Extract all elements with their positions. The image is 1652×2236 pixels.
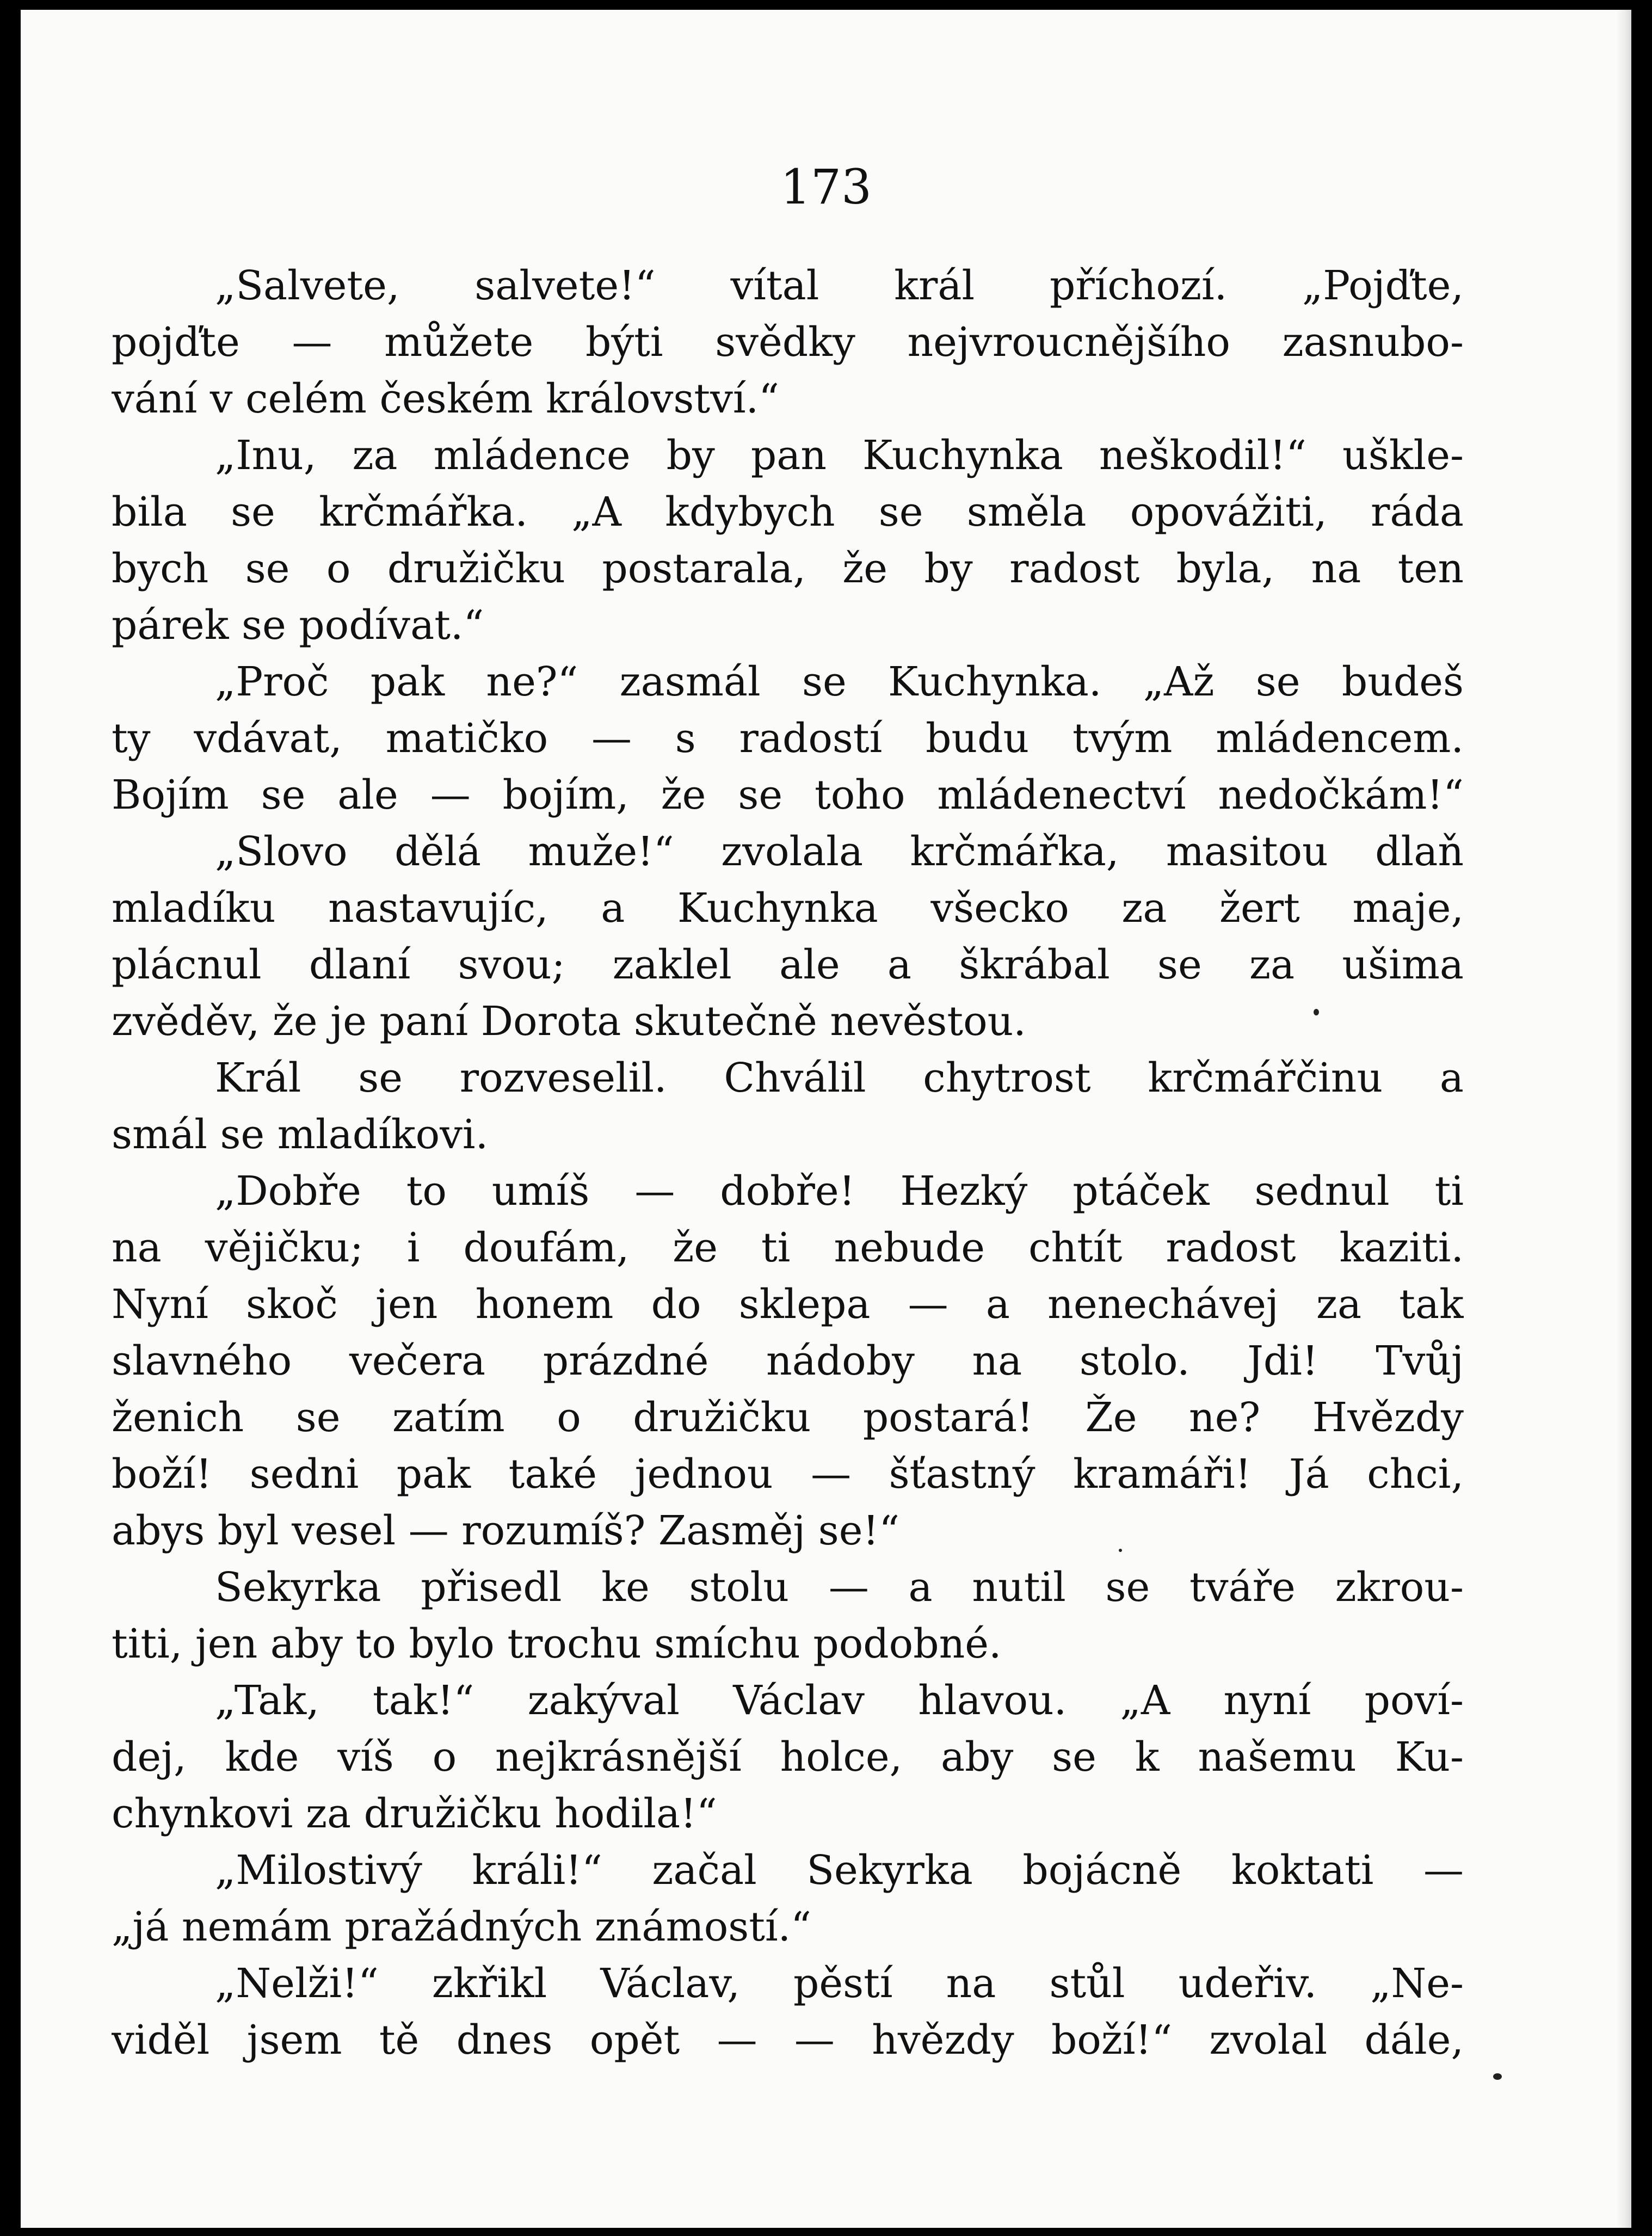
ink-speck [1314,1009,1319,1015]
text-line: Sekyrka přisedl ke stolu — a nutil se tváře zkrou- [215,1564,1464,1611]
text-line: zvěděv, že je paní Dorota skutečně nevěstou. [112,998,1026,1045]
text-line: „Nelži!“ zkřikl Václav, pěstí na stůl udeřiv. „Ne- [215,1960,1464,2007]
text-line: „Salvete, salvete!“ vítal král příchozí. „Pojďte, [215,262,1464,309]
page-number: 173 [780,159,872,215]
text-line: dej, kde víš o nejkrásnější holce, aby se k našemu Ku- [112,1734,1464,1781]
ink-speck [1119,1549,1122,1552]
book-page [21,10,1631,2228]
text-line: „Proč pak ne?“ zasmál se Kuchynka. „Až se budeš [215,658,1464,705]
text-line: vání v celém českém království.“ [112,375,779,422]
text-line: „Tak, tak!“ zakýval Václav hlavou. „A nyní poví- [215,1677,1464,1724]
text-line: bych se o družičku postarala, že by radost byla, na ten [112,545,1464,592]
text-line: titi, jen aby to bylo trochu smíchu podobné. [112,1621,1002,1667]
text-line: „já nemám pražádných známostí.“ [112,1904,812,1950]
body-text [112,257,1464,2068]
text-line: ty vdávat, matičko — s radostí budu tvým mládencem. [112,715,1464,762]
text-line: slavného večera prázdné nádoby na stolo. Jdi! Tvůj [112,1338,1464,1384]
ink-speck [1493,2073,1502,2080]
text-line: Nyní skoč jen honem do sklepa — a nenechávej za tak [112,1281,1464,1328]
text-line: chynkovi za družičku hodila!“ [112,1790,717,1837]
page-edge-shadow [1616,10,1631,2228]
text-line: abys byl vesel — rozumíš? Zasměj se!“ [112,1507,900,1554]
text-line: „Milostivý králi!“ začal Sekyrka bojácně koktati — [215,1847,1464,1894]
text-line: „Slovo dělá muže!“ zvolala krčmářka, masitou dlaň [215,828,1464,875]
text-line: bila se krčmářka. „A kdybych se směla opovážiti, ráda [112,489,1464,535]
text-line: pojďte — můžete býti svědky nejvroucnějšího zasnubo- [112,319,1464,366]
text-line: párek se podívat.“ [112,602,484,649]
text-line: „Dobře to umíš — dobře! Hezký ptáček sednul ti [215,1168,1464,1215]
text-line: Král se rozveselil. Chválil chytrost krčmářčinu a [215,1055,1464,1101]
text-line: plácnul dlaní svou; zaklel ale a škrábal se za ušima [112,941,1464,988]
text-line: viděl jsem tě dnes opět — — hvězdy boží!“ zvolal dále, [112,2017,1464,2063]
text-line: mladíku nastavujíc, a Kuchynka všecko za žert maje, [112,885,1464,932]
text-line: na vějičku; i doufám, že ti nebude chtít radost kaziti. [112,1224,1464,1271]
text-line: smál se mladíkovi. [112,1111,489,1158]
text-line: „Inu, za mládence by pan Kuchynka neškodil!“ uškle- [215,432,1464,479]
text-line: boží! sedni pak také jednou — šťastný kramáři! Já chci, [112,1451,1464,1498]
text-line: Bojím se ale — bojím, že se toho mládenectví nedočkám!“ [112,772,1464,818]
text-line: ženich se zatím o družičku postará! Že ne? Hvězdy [112,1394,1464,1441]
